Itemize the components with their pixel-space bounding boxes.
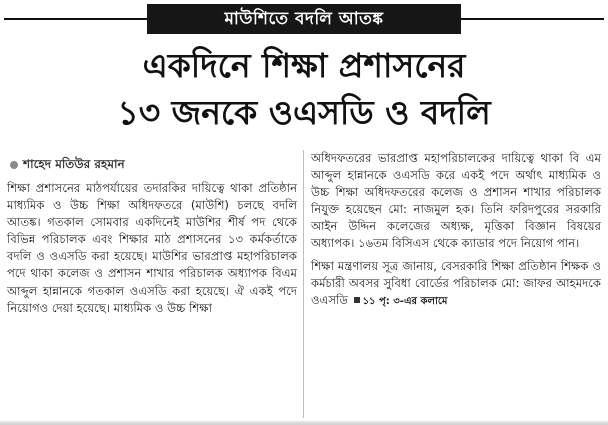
column-divider: [303, 150, 304, 418]
circle-bullet-icon: [10, 161, 18, 169]
kicker-bar: [0, 4, 608, 34]
continuation-note: [352, 296, 448, 307]
article-column-left: [7, 180, 297, 317]
square-bullet-icon: [354, 297, 360, 303]
headline: [10, 42, 598, 136]
headline-line-1: একদিনে শিক্ষা প্রশাসনের: [142, 46, 466, 85]
left-column-text: শিক্ষা প্রশাসনের মাঠপর্যায়ের তদারকির দায়িত্বে থাকা প্রতিষ্ঠান মাধ্যমিক ও উচ্চ শিক্ষা অধিদফতরে (মাউশি) চলছে বদলি আতঙ্ক। গতকাল সোমবার একদিনেই মাউশির শীর্ষ পদ থেকে বিভিন্ন পরিচালক এবং শিক্ষার মাঠ প্রশাসনের ১৩ কর্মকর্তাকে বদলি ও ওএসডি করা হয়েছে। মাউশির ভারপ্রাপ্ত মহাপরিচালক পদে থাকা কলেজ ও প্রশাসন শাখার পরিচালক অধ্যাপক বিএম আব্দুল হান্নানকে গতকাল ওএসডি করা হয়েছে। ঐ একই পদে নিয়োগও দেয়া হয়েছে। মাধ্যমিক ও উচ্চ শিক্ষা: [7, 181, 297, 315]
byline-author: শাহেদ মতিউর রহমান: [23, 157, 125, 171]
byline: [7, 152, 297, 176]
article-column-right: [311, 150, 601, 310]
right-column-paragraph-2: [311, 258, 601, 310]
continuation-text: ১১ পৃ: ৩-এর কলামে: [362, 295, 448, 307]
right-column-paragraph-2-text: শিক্ষা মন্ত্রণালয় সূত্র জানায়, বেসরকারি শিক্ষা প্রতিষ্ঠান শিক্ষক ও কর্মচারী অবসর সুবিধা বোর্ডের পরিচালক মো: জাফর আহমদকে ওএসডি: [311, 258, 601, 307]
kicker-label: মাউশিতে বদলি আতঙ্ক: [147, 4, 461, 34]
page-bottom-edge: [0, 421, 608, 425]
right-column-paragraph-1: অধিদফতরের ভারপ্রাপ্ত মহাপরিচালকের দায়িত্বে থাকা বি এম আব্দুল হান্নানকে ওএসডি করে একই পদে অর্থাৎ মাধ্যমিক ও উচ্চ শিক্ষা অধিদফতরের কলেজ ও প্রশাসন শাখার পরিচালক নিযুক্ত হয়েছেন মো: নাজমুল হক। তিনি ফরিদপুরের সরকারি আইন উদ্দিন কলেজের অধ্যক্ষ, মৃত্তিকা বিজ্ঞান বিষয়ের অধ্যাপক। ১৬তম বিসিএস থেকে ক্যাডার পদে নিয়োগ পান।: [311, 151, 601, 251]
headline-line-2: ১৩ জনকে ওএসডি ও বদলি: [117, 93, 491, 132]
